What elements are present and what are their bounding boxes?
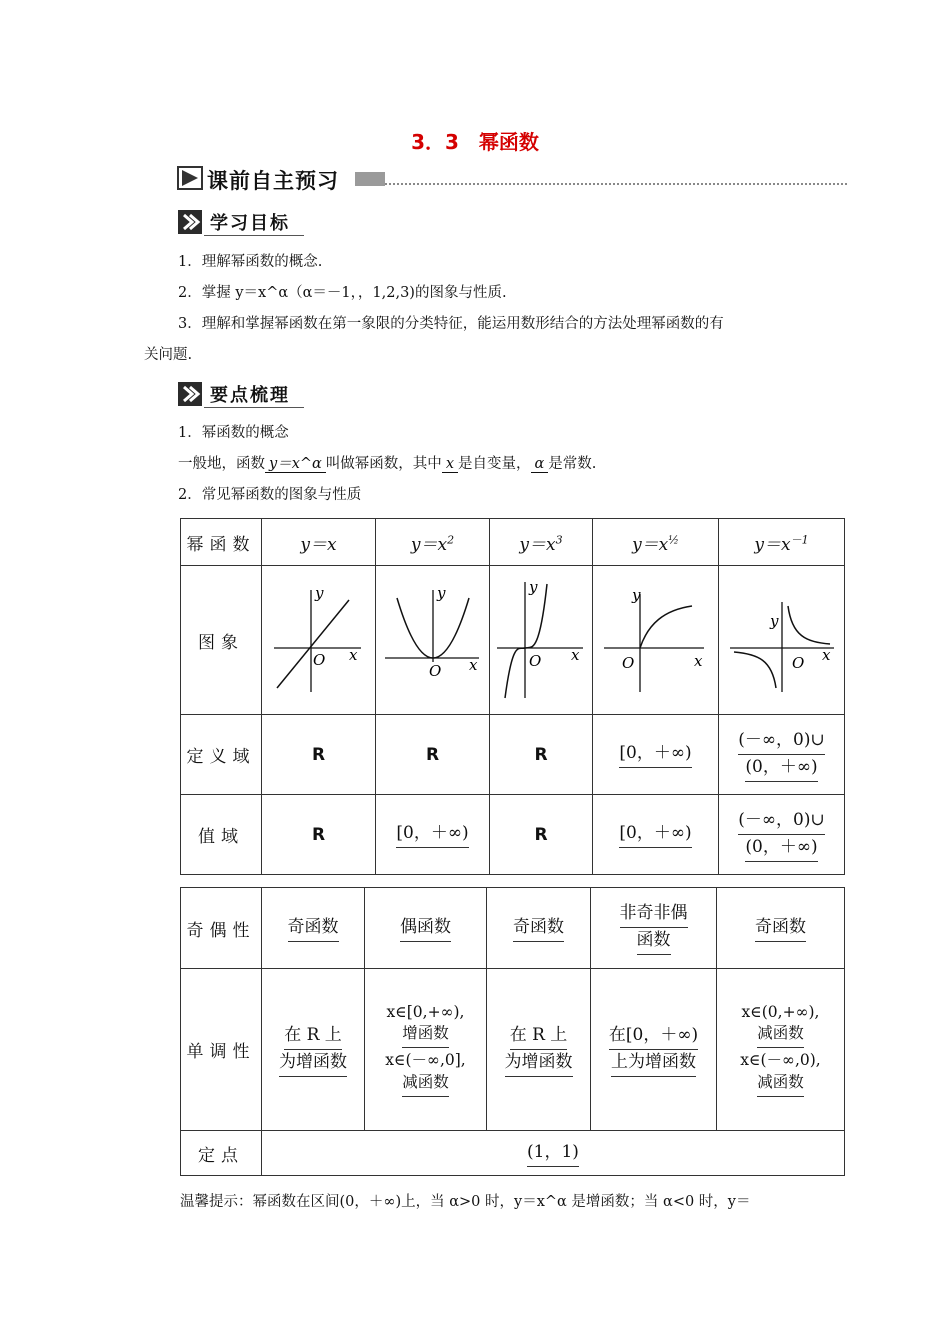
domain-cell: R	[490, 715, 593, 795]
fill-blank: α	[531, 456, 549, 473]
fill-blank: x	[442, 456, 458, 473]
table-row	[181, 888, 845, 969]
axis-label: y	[529, 578, 538, 596]
answer-text: 上为增函数	[611, 1050, 696, 1077]
monotonicity-cell	[591, 969, 717, 1131]
origin-label: O	[621, 654, 634, 672]
banner-divider	[385, 183, 847, 185]
axis-label: x	[571, 646, 580, 664]
function-cell	[593, 519, 719, 566]
points-heading	[178, 380, 318, 408]
condition-text: x∈[0,+∞),	[386, 1002, 465, 1021]
power-function-table-2	[180, 887, 845, 1176]
arrow-icon	[177, 166, 203, 190]
table-row	[181, 519, 845, 566]
parity-cell	[487, 888, 591, 969]
range-cell: R	[262, 795, 376, 875]
goal-item-3-cont: 关问题.	[144, 347, 193, 363]
parity-cell	[717, 888, 845, 969]
text-segment: 一般地，函数	[178, 456, 265, 472]
answer-text: 奇函数	[513, 915, 564, 942]
function-name: y＝x	[410, 534, 448, 555]
answer-text: [0，＋∞)	[619, 821, 691, 848]
row-label: 幂函数	[181, 519, 262, 566]
function-name: y＝x	[754, 534, 791, 555]
point-1-text	[178, 454, 596, 474]
axis-label: x	[821, 646, 830, 664]
answer-text: 减函数	[757, 1021, 804, 1048]
axis-label: y	[436, 584, 445, 602]
section-banner	[177, 164, 847, 192]
graph-cell	[262, 566, 376, 715]
answer-text: 在 R 上	[510, 1023, 568, 1050]
answer-text: [0，＋∞)	[396, 821, 468, 848]
text-segment: 是自变量，	[458, 456, 531, 472]
graph-cube	[493, 578, 589, 702]
answer-text: 增函数	[402, 1021, 449, 1048]
answer-text: 为增函数	[505, 1050, 573, 1077]
answer-text: 在[0，＋∞)	[609, 1023, 698, 1050]
power-function-table-1	[180, 518, 845, 875]
answer-text: (1，1)	[527, 1140, 579, 1167]
graph-sqrt	[600, 580, 712, 700]
goal-item-1: 1．理解幂函数的概念.	[178, 254, 323, 270]
function-cell	[490, 519, 593, 566]
text-segment: 是常数.	[548, 456, 597, 472]
function-cell	[262, 519, 376, 566]
chevron-right-icon	[178, 210, 202, 234]
function-name: y＝x	[632, 534, 669, 555]
banner-title: 课前自主预习	[207, 169, 339, 193]
graph-cell	[490, 566, 593, 715]
exponent: ½	[668, 532, 679, 546]
points-underline	[204, 407, 304, 408]
goal-item-3: 3．理解和掌握幂函数在第一象限的分类特征，能运用数形结合的方法处理幂函数的有	[178, 316, 724, 332]
axis-label: x	[468, 656, 477, 674]
fill-blank: y＝x^α	[265, 456, 326, 473]
exponent: －1	[790, 532, 809, 546]
answer-text: 减函数	[757, 1070, 804, 1097]
exponent: 3	[555, 532, 563, 546]
condition-text: x∈(0,+∞),	[741, 1002, 820, 1021]
range-cell	[719, 795, 845, 875]
answer-text: (－∞，0)∪	[738, 808, 825, 835]
banner-bar	[355, 172, 385, 186]
parity-cell	[591, 888, 717, 969]
row-label: 值域	[181, 795, 262, 875]
domain-cell	[719, 715, 845, 795]
row-label: 图象	[181, 566, 262, 715]
condition-text: x∈(－∞,0),	[740, 1050, 821, 1069]
parity-cell	[365, 888, 487, 969]
function-name: y＝x	[300, 534, 337, 555]
table-row	[181, 566, 845, 715]
answer-text: 奇函数	[755, 915, 806, 942]
origin-label: O	[529, 652, 542, 670]
row-label: 定点	[181, 1131, 262, 1176]
answer-text: (0，＋∞)	[745, 755, 817, 782]
point-2-title: 2．常见幂函数的图象与性质	[178, 487, 362, 503]
row-label: 单调性	[181, 969, 262, 1131]
fixed-point-cell	[262, 1131, 845, 1176]
points-heading-text: 要点梳理	[210, 385, 290, 406]
graph-cell	[376, 566, 490, 715]
answer-text: (－∞，0)∪	[738, 728, 825, 755]
graph-square	[381, 580, 485, 700]
function-cell	[376, 519, 490, 566]
answer-text: [0，＋∞)	[619, 741, 691, 768]
range-cell	[376, 795, 490, 875]
goals-heading	[178, 208, 318, 236]
axis-label: y	[314, 584, 323, 602]
monotonicity-cell	[487, 969, 591, 1131]
domain-cell	[593, 715, 719, 795]
parity-cell	[262, 888, 365, 969]
page-title: 3．3 幂函数	[411, 130, 539, 154]
table-row	[181, 1131, 845, 1176]
row-label: 定义域	[181, 715, 262, 795]
chevron-right-icon	[178, 382, 202, 406]
answer-text: 非奇非偶	[620, 901, 688, 928]
monotonicity-cell	[717, 969, 845, 1131]
answer-text: 函数	[637, 928, 671, 955]
exponent: 2	[447, 532, 455, 546]
goals-heading-text: 学习目标	[210, 213, 290, 234]
answer-text: 奇函数	[288, 915, 339, 942]
function-cell	[719, 519, 845, 566]
answer-text: 在 R 上	[284, 1023, 342, 1050]
footnote: 温馨提示：幂函数在区间(0，＋∞)上，当 α>0 时，y＝x^α 是增函数；当 α<0 时，y＝	[180, 1194, 751, 1210]
answer-text: 为增函数	[279, 1050, 347, 1077]
answer-text: 减函数	[402, 1070, 449, 1097]
graph-reciprocal	[726, 580, 838, 700]
axis-label: x	[348, 646, 357, 664]
goals-underline	[204, 235, 304, 236]
text-segment: 叫做幂函数，其中	[325, 456, 442, 472]
goal-item-2: 2．掌握 y＝x^α（α＝－1，，1,2,3)的图象与性质.	[178, 285, 507, 301]
origin-label: O	[428, 662, 441, 680]
axis-label: y	[769, 612, 778, 630]
axis-label: x	[693, 652, 702, 670]
domain-cell: R	[262, 715, 376, 795]
domain-cell: R	[376, 715, 490, 795]
row-label: 奇偶性	[181, 888, 262, 969]
point-1-title: 1．幂函数的概念	[178, 425, 289, 441]
range-cell	[593, 795, 719, 875]
graph-cell	[593, 566, 719, 715]
graph-cell	[719, 566, 845, 715]
condition-text: x∈(－∞,0],	[385, 1050, 466, 1069]
answer-text: 偶函数	[400, 915, 451, 942]
monotonicity-cell	[262, 969, 365, 1131]
table-row	[181, 969, 845, 1131]
answer-text: (0，＋∞)	[745, 835, 817, 862]
function-name: y＝x	[519, 534, 556, 555]
monotonicity-cell	[365, 969, 487, 1131]
range-cell: R	[490, 795, 593, 875]
origin-label: O	[312, 651, 325, 669]
origin-label: O	[791, 654, 804, 672]
table-row	[181, 795, 845, 875]
table-row	[181, 715, 845, 795]
graph-linear	[269, 580, 369, 700]
axis-label: y	[631, 586, 640, 604]
